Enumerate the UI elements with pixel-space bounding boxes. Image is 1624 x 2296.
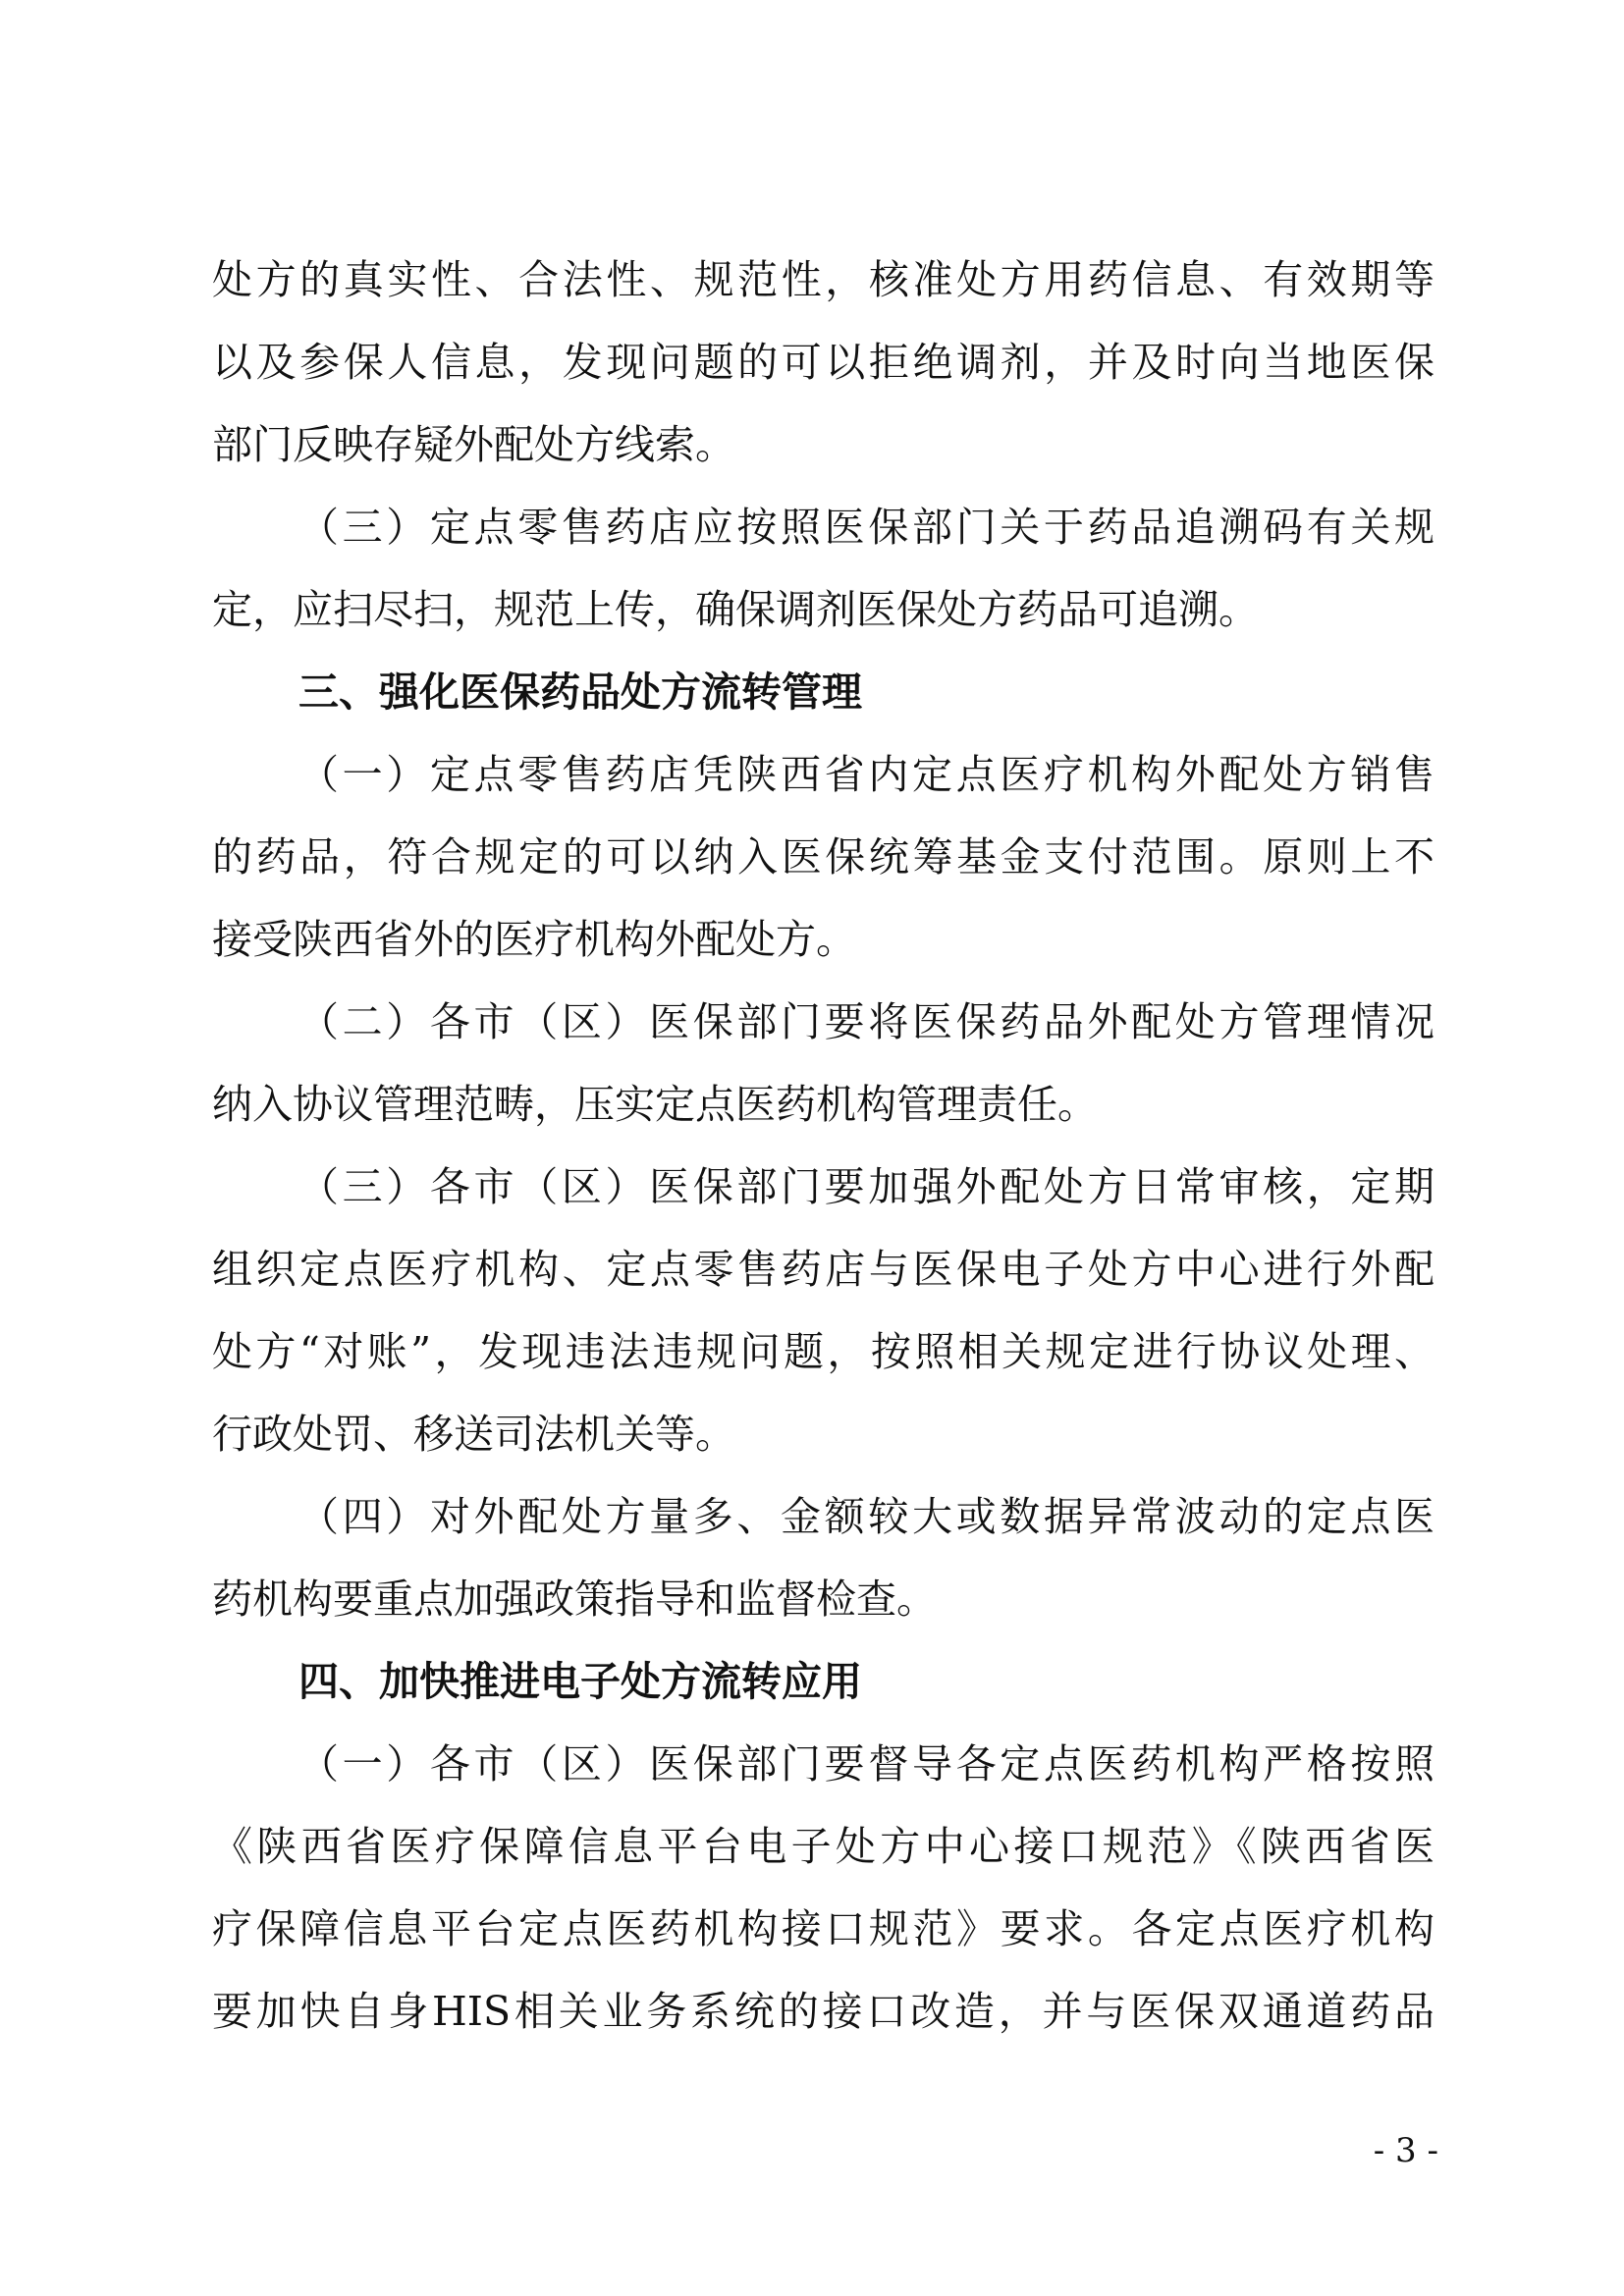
body-text-line: 定，应扫尽扫，规范上传，确保调剂医保处方药品可追溯。 bbox=[212, 586, 1259, 633]
body-text-line: 纳入协议管理范畴，压实定点医药机构管理责任。 bbox=[212, 1081, 1098, 1128]
section-heading: 三、强化医保药品处方流转管理 bbox=[298, 668, 862, 716]
body-text-line: 药机构要重点加强政策指导和监督检查。 bbox=[212, 1575, 937, 1623]
body-text-line: （一）各市（区）医保部门要督导各定点医药机构严格按照 bbox=[298, 1740, 1435, 1788]
body-text-line: 要加快自身HIS相关业务系统的接口改造，并与医保双通道药品 bbox=[212, 1988, 1435, 2035]
page-number: - 3 - bbox=[1373, 2131, 1438, 2170]
body-text-line: 行政处罚、移送司法机关等。 bbox=[212, 1411, 735, 1458]
body-text-line: 部门反映存疑外配处方线索。 bbox=[212, 421, 735, 468]
section-heading: 四、加快推进电子处方流转应用 bbox=[298, 1658, 862, 1705]
body-text-line: （三）定点零售药店应按照医保部门关于药品追溯码有关规 bbox=[298, 504, 1435, 551]
body-text-line: 组织定点医疗机构、定点零售药店与医保电子处方中心进行外配 bbox=[212, 1246, 1435, 1293]
body-text-line: （一）定点零售药店凭陕西省内定点医疗机构外配处方销售 bbox=[298, 751, 1435, 798]
body-text-line: （三）各市（区）医保部门要加强外配处方日常审核，定期 bbox=[298, 1163, 1435, 1210]
body-text-line: 疗保障信息平台定点医药机构接口规范》要求。各定点医疗机构 bbox=[212, 1905, 1435, 1952]
body-text-line: 《陕西省医疗保障信息平台电子处方中心接口规范》《陕西省医 bbox=[212, 1823, 1435, 1870]
body-text-line: （二）各市（区）医保部门要将医保药品外配处方管理情况 bbox=[298, 998, 1435, 1045]
body-text-line: 处方“对账”，发现违法违规问题，按照相关规定进行协议处理、 bbox=[212, 1328, 1435, 1375]
body-text-line: （四）对外配处方量多、金额较大或数据异常波动的定点医 bbox=[298, 1493, 1435, 1540]
body-text-line: 接受陕西省外的医疗机构外配处方。 bbox=[212, 916, 856, 963]
body-text-line: 处方的真实性、合法性、规范性，核准处方用药信息、有效期等 bbox=[212, 256, 1435, 303]
body-text-line: 的药品，符合规定的可以纳入医保统筹基金支付范围。原则上不 bbox=[212, 833, 1435, 881]
body-text-line: 以及参保人信息，发现问题的可以拒绝调剂，并及时向当地医保 bbox=[212, 339, 1435, 386]
